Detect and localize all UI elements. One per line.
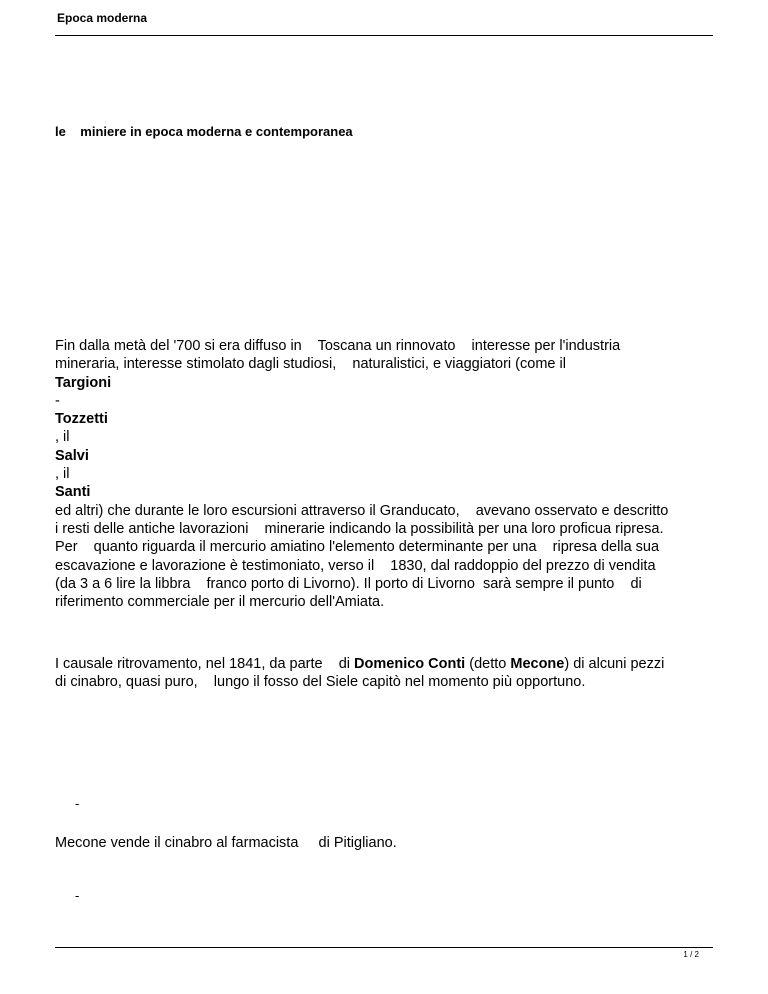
separator-il: , il [55,466,70,483]
paragraph-line: escavazione e lavorazione è testimoniato, verso il 1830, dal raddoppio del prezzo di vendita [55,557,656,574]
hyphen: - [55,392,60,409]
running-header-title: Epoca moderna [57,11,148,25]
paragraph-line: Fin dalla metà del '700 si era diffuso in Toscana un rinnovato interesse per l'industria [55,338,621,354]
separator-il: , il [55,429,70,446]
name-santi: Santi [55,484,91,501]
page-number: 1 / 2 [683,950,699,959]
header-divider [55,35,713,36]
name-mecone: Mecone [510,656,565,672]
list-bullet: - [75,888,80,903]
list-bullet: - [75,796,80,811]
paragraph-line: mineraria, interesse stimolato dagli studiosi, naturalistici, e viaggiatori (come il [55,356,566,373]
footer-divider [55,947,713,948]
paragraph-intro [55,337,668,611]
paragraph-line: ed altri) che durante le loro escursioni attraverso il Granducato, avevano osservato e descritto [55,502,669,519]
paragraph-text: I causale ritrovamento, nel 1841, da parte di [55,656,355,672]
name-domenico-conti: Domenico Conti [354,656,466,672]
paragraph-text: ) di alcuni pezzi [564,656,665,672]
section-title: le miniere in epoca moderna e contemporanea [55,124,353,139]
paragraph-line: (da 3 a 6 lire la libbra franco porto di Livorno). Il porto di Livorno sarà sempre il punto di [55,575,642,592]
paragraph-line: Per quanto riguarda il mercurio amiatino l'elemento determinante per una ripresa della sua [55,539,660,556]
name-targioni: Targioni [55,374,112,391]
paragraph-discovery [55,655,664,692]
name-salvi: Salvi [55,447,89,464]
paragraph-line: di cinabro, quasi puro, lungo il fosso del Siele capitò nel momento più opportuno. [55,674,586,691]
paragraph-line: i resti delle antiche lavorazioni minerarie indicando la possibilità per una loro proficua ripresa. [55,520,664,537]
paragraph-text: (detto [465,656,511,672]
paragraph-line: riferimento commerciale per il mercurio dell'Amiata. [55,594,385,611]
name-tozzetti: Tozzetti [55,411,108,428]
list-item-text: Mecone vende il cinabro al farmacista di Pitigliano. [55,835,397,851]
